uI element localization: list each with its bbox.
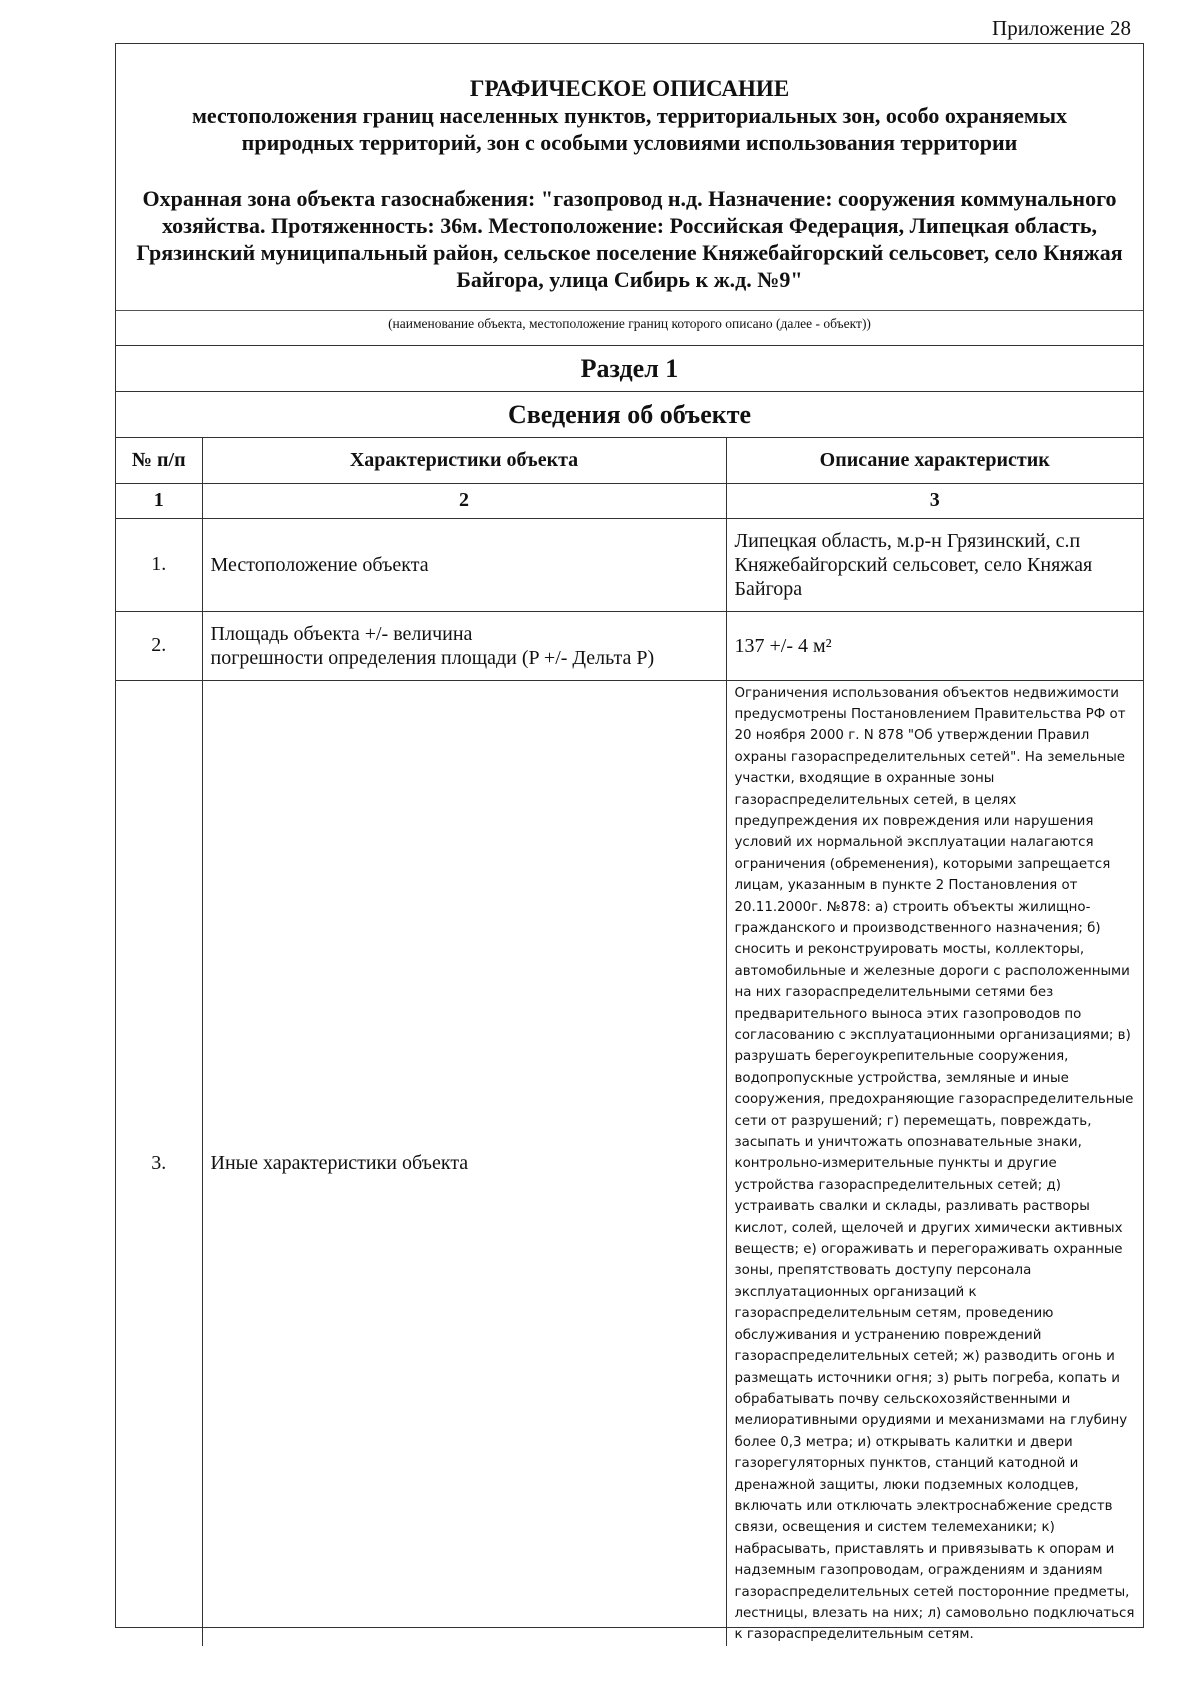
object-name-caption: (наименование объекта, местоположение границ которого описано (далее - объект)) [116, 311, 1143, 346]
row-characteristic: Местоположение объекта [202, 518, 726, 611]
header-description: Описание характеристик [726, 438, 1143, 483]
table-row [116, 680, 1143, 1646]
row-number: 2. [116, 611, 202, 680]
document-frame [115, 43, 1144, 1643]
section-number: Раздел 1 [116, 346, 1143, 392]
row-number: 1. [116, 518, 202, 611]
document-header [116, 44, 1143, 311]
row-characteristic [202, 611, 726, 680]
row-characteristic-line: погрешности определения площади (P +/- Дельта P) [210, 646, 655, 669]
row-description: Ограничения использования объектов недвижимости предусмотрены Постановлением Правительства РФ от 20 ноября 2000 г. N 878 "Об утверждении Правил охраны газораспределительных сетей". На земельные участки, входящие в охранные зоны газораспределительных сетей, в целях предупреждения их повреждения или нарушения условий их нормальной эксплуатации налагаются ограничения (обременения), которыми запрещается лицам, указанным в пункте 2 Постановления от 20.11.2000г. №878: а) строить объекты жилищно-гражданского и производственного назначения; б) сносить и реконструировать мосты, коллекторы, автомобильные и железные дороги с расположенными на них газораспределительными сетями без предварительного выноса этих газопроводов по согласованию с эксплуатационными организациями; в) разрушать берегоукрепительные сооружения, водопропускные устройства, земляные и иные сооружения, предохраняющие газораспределительные сети от разрушений; г) перемещать, повреждать, засыпать и уничтожать опознавательные знаки, контрольно-измерительные пункты и другие устройства газораспределительных сетей; д) устраивать свалки и склады, разливать растворы кислот, солей, щелочей и других химически активных веществ; е) огораживать и перегораживать охранные зоны, препятствовать доступу персонала эксплуатационных организаций к газораспределительным сетям, проведению обслуживания и устранению повреждений газораспределительных сетей; ж) разводить огонь и размещать источники огня; з) рыть погреба, копать и обрабатывать почву сельскохозяйственными и мелиоративными орудиями и механизмами на глубину более 0,3 метра; и) открывать калитки и двери газорегуляторных пунктов, станций катодной и дренажной защиты, люки подземных колодцев, включать или отключать электроснабжение средств связи, освещения и систем телемеханики; к) набрасывать, приставлять и привязывать к опорам и надземным газопроводам, ограждениям и зданиям газораспределительных сетей посторонние предметы, лестницы, влезать на них; л) самовольно подключаться к газораспределительным сетям. [726, 680, 1143, 1646]
document-subtitle: местоположения границ населенных пунктов, территориальных зон, особо охраняемых природных территорий, зон с особыми условиями использования территории [191, 103, 1068, 155]
column-number-row [116, 483, 1143, 518]
section-title: Сведения об объекте [116, 392, 1143, 438]
row-characteristic: Иные характеристики объекта [202, 680, 726, 1646]
row-description: Липецкая область, м.р-н Грязинский, с.п Княжебайгорский сельсовет, село Княжая Байгора [726, 518, 1143, 611]
table-row [116, 611, 1143, 680]
row-number: 3. [116, 680, 202, 1646]
appendix-label: Приложение 28 [992, 16, 1131, 40]
object-info-table [116, 438, 1143, 1646]
header-characteristic: Характеристики объекта [202, 438, 726, 483]
header-number: № п/п [116, 438, 202, 483]
row-characteristic-line: Площадь объекта +/- величина [210, 622, 473, 645]
column-number-1: 1 [116, 483, 202, 518]
object-name: Охранная зона объекта газоснабжения: "газопровод н.д. Назначение: сооружения коммунального хозяйства. Протяженность: 36м. Местоположение: Российская Федерация, Липецкая область, Грязинский муниципальный район, сельское поселение Княжебайгорский сельсовет, село Княжая Байгора, улица Сибирь к ж.д. №9" [136, 186, 1123, 292]
row-description: 137 +/- 4 м² [726, 611, 1143, 680]
column-number-3: 3 [726, 483, 1143, 518]
document-title: ГРАФИЧЕСКОЕ ОПИСАНИЕ [469, 76, 790, 101]
table-header-row [116, 438, 1143, 483]
table-row [116, 518, 1143, 611]
column-number-2: 2 [202, 483, 726, 518]
